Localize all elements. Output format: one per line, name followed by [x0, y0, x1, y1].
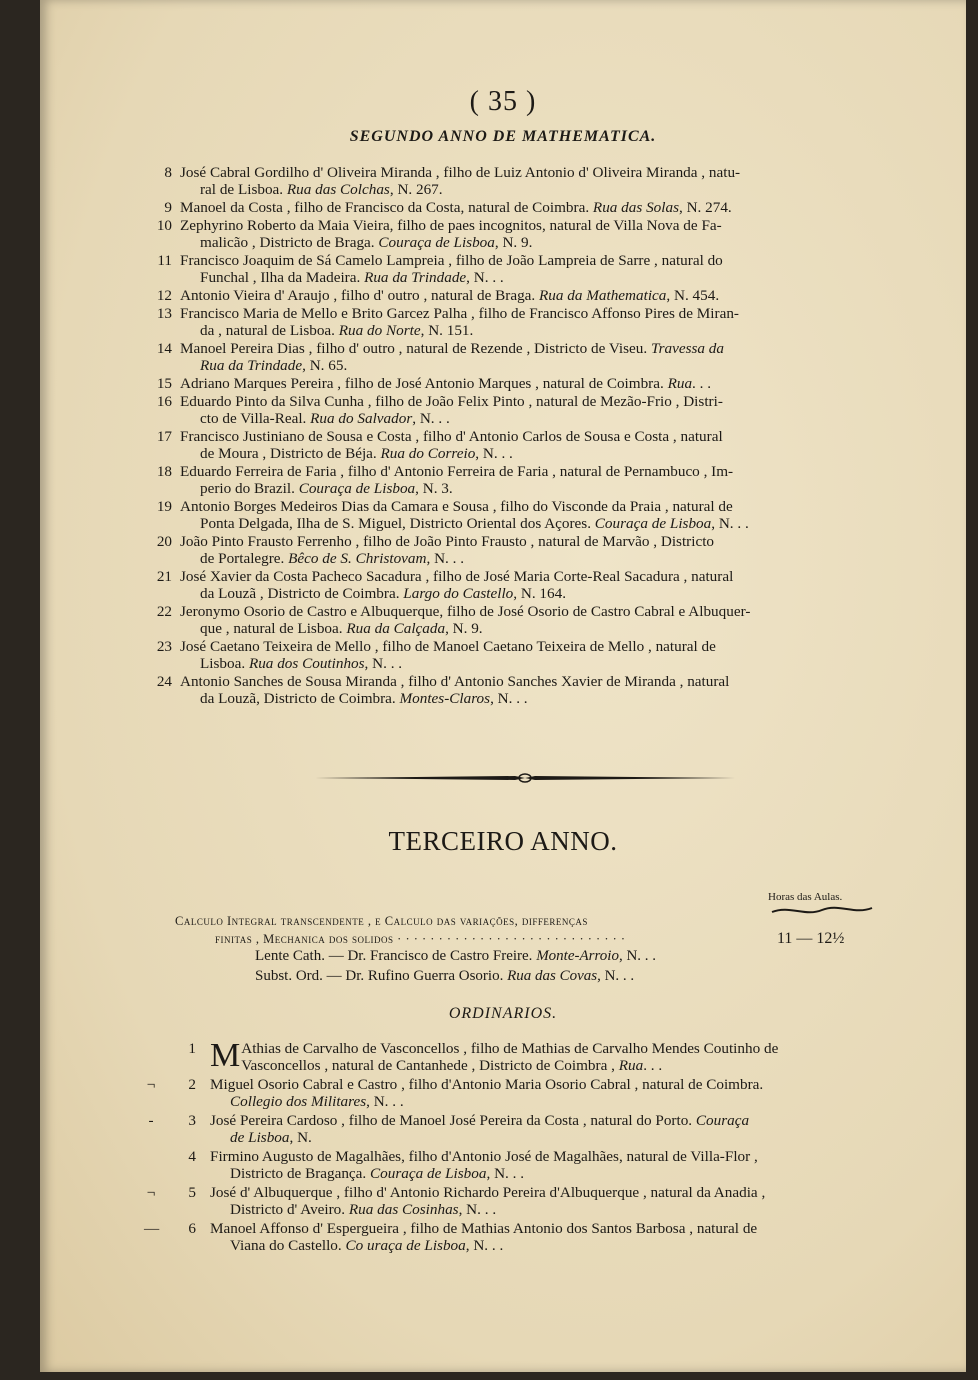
lente-line: Lente Cath. — Dr. Francisco de Castro Freire. Monte-Arroio, N. . . — [255, 948, 657, 964]
entry-line-1: Antonio Sanches de Sousa Miranda , filho d' Antonio Sanches Xavier de Miranda , natural — [180, 673, 730, 690]
entry-address: Bêco de S. Christovam — [288, 550, 427, 567]
list-item — [156, 673, 885, 707]
pencil-mark: ¬ — [146, 1184, 156, 1201]
entry-line-2: malicão , Districto de Braga. Couraça de Lisboa, N. 9. — [200, 234, 533, 251]
entry-address: Montes-Claros — [399, 690, 491, 707]
page-number: ( 35 ) — [469, 86, 537, 117]
entry-line-1: Eduardo Ferreira de Faria , filho d' Antonio Ferreira de Faria , natural de Pernambuco , Im- — [180, 463, 734, 480]
pencil-mark: - — [148, 1112, 154, 1129]
entry-line-1: Francisco Justiniano de Sousa e Costa , filho d' Antonio Carlos de Sousa e Costa , natural — [180, 428, 723, 445]
list-item — [156, 568, 885, 602]
entry-number: 12 — [156, 287, 172, 304]
list-item — [156, 375, 885, 392]
entry-address: Travessa da — [650, 340, 724, 357]
course-staff — [255, 946, 656, 986]
entry-line-2: perio do Brazil. Couraça de Lisboa, N. 3. — [200, 480, 453, 497]
entry-address: Rua das Solas — [592, 199, 679, 216]
entry-line-2: que , natural de Lisboa. Rua da Calçada, N. 9. — [200, 620, 483, 637]
entry-line-1: Manoel Affonso d' Espergueira , filho de Mathias Antonio dos Santos Barbosa , natural de — [210, 1220, 758, 1237]
entry-address: Couraça — [695, 1112, 750, 1129]
list-item — [156, 287, 885, 304]
entry-line-2: de Moura , Districto de Béja. Rua do Correio, N. . . — [200, 445, 513, 462]
entry-number: 9 — [164, 199, 172, 216]
entry-address: Couraça de Lisboa — [594, 515, 712, 532]
entry-line-2: Collegio dos Militares, N. . . — [230, 1093, 404, 1110]
list-item — [144, 1220, 910, 1254]
entry-line-1: José Caetano Teixeira de Mello , filho de Manoel Caetano Teixeira de Mello , natural de — [180, 638, 716, 655]
subst-line: Subst. Ord. — Dr. Rufino Guerra Osorio. Rua das Covas, N. . . — [255, 968, 635, 984]
entry-line-2: de Lisboa, N. — [230, 1129, 312, 1146]
entry-line-1: Firmino Augusto de Magalhães, filho d'Antonio José de Magalhães, natural de Villa-Flor , — [210, 1148, 758, 1165]
entry-line-1: Antonio Borges Medeiros Dias da Camara e Sousa , filho do Visconde da Praia , natural de — [180, 498, 733, 515]
entry-address: de Lisboa — [230, 1129, 290, 1146]
list-item — [156, 340, 885, 374]
entry-number: 19 — [156, 498, 172, 515]
entry-line-2: ral de Lisboa. Rua das Colchas, N. 267. — [200, 181, 443, 198]
entry-number: 3 — [188, 1112, 196, 1129]
ordinary-students-list — [144, 1037, 910, 1256]
entry-line-2: Rua da Trindade, N. 65. — [200, 357, 348, 374]
entry-line-2: Viana do Castello. Co uraça de Lisboa, N. . . — [230, 1237, 504, 1254]
hours-swash-ornament — [770, 903, 874, 917]
entry-address: Couraça de Lisboa — [370, 1165, 487, 1182]
ordinarios-heading: ORDINARIOS. — [448, 1005, 558, 1022]
entry-number: 11 — [157, 252, 172, 269]
list-item — [156, 428, 885, 462]
list-item — [188, 1148, 910, 1182]
entry-line-2: da , natural de Lisboa. Rua do Norte, N. 151. — [200, 322, 474, 339]
list-item — [156, 533, 885, 567]
section-title: SEGUNDO ANNO DE MATHEMATICA. — [349, 128, 657, 145]
course-line-1: Calculo Integral transcendente , e Calculo das variações, differenças — [175, 914, 588, 928]
entry-line-1: M Athias de Carvalho de Vasconcellos , filho de Mathias de Carvalho Mendes Coutinho de — [210, 1037, 779, 1074]
entry-line-1: José Pereira Cardoso , filho de Manoel José Pereira da Costa , natural do Porto. Couraça — [210, 1112, 750, 1129]
entry-number: 18 — [156, 463, 172, 480]
entry-address: Rua das Colchas — [286, 181, 390, 198]
entry-number: 13 — [156, 305, 172, 322]
course-line-2: finitas , Mechanica dos solidos — [215, 932, 394, 946]
entry-line-2: Vasconcellos , natural de Cantanhede , Districto de Coimbra , Rua. . . — [241, 1057, 663, 1074]
entry-address: Rua dos Coutinhos — [248, 655, 365, 672]
book-page — [40, 0, 966, 1372]
list-item — [146, 1076, 910, 1110]
entry-line-1: João Pinto Frausto Ferrenho , filho de João Pinto Frausto , natural de Marvão , Districto — [180, 533, 715, 550]
entry-line-1: Adriano Marques Pereira , filho de José Antonio Marques , natural de Coimbra. Rua. . . — [180, 375, 712, 392]
entry-number: 15 — [156, 375, 172, 392]
entry-line-1: José d' Albuquerque , filho d' Antonio Richardo Pereira d'Albuquerque , natural da Anadia , — [210, 1184, 766, 1201]
entry-address: Co uraça de Lisboa — [345, 1237, 466, 1254]
entry-address: Collegio dos Militares — [230, 1093, 367, 1110]
list-item — [156, 638, 885, 672]
pencil-mark: — — [144, 1220, 160, 1237]
entry-line-1: Francisco Joaquim de Sá Camelo Lampreia , filho de João Lampreia de Sarre , natural do — [180, 252, 723, 269]
entry-number: 23 — [156, 638, 172, 655]
course-leader-dots: · · · · · · · · · · · · · · · · · · · · · · · · · · · · — [397, 932, 626, 946]
entry-number: 6 — [188, 1220, 196, 1237]
entry-line-2: de Portalegre. Bêco de S. Christovam, N. . . — [200, 550, 465, 567]
entry-number: 1 — [188, 1040, 196, 1057]
entry-address: Rua do Salvador — [310, 410, 413, 427]
entry-line-2: da Louzã , Districto de Coimbra. Largo do Castello, N. 164. — [200, 585, 567, 602]
entry-number: 10 — [156, 217, 172, 234]
entry-line-1: Jeronymo Osorio de Castro e Albuquerque, filho de José Osorio de Castro Cabral e Albuquer- — [180, 603, 751, 620]
pencil-mark: ¬ — [146, 1076, 156, 1093]
list-item — [156, 305, 885, 339]
entry-address: Rua — [667, 375, 693, 392]
entry-number: 24 — [156, 673, 172, 690]
list-item — [156, 463, 885, 497]
entry-number: 4 — [188, 1148, 196, 1165]
entry-line-1: José Xavier da Costa Pacheco Sacadura , filho de José Maria Corte-Real Sacadura , natural — [180, 568, 734, 585]
hours-header: Horas das Aulas. — [768, 891, 843, 903]
entry-line-1: Zephyrino Roberto da Maia Vieira, filho de paes incognitos, natural de Villa Nova de Fa- — [180, 217, 722, 234]
entry-line-2: Districto d' Aveiro. Rua das Cosinhas, N. . . — [230, 1201, 497, 1218]
list-item — [156, 393, 885, 427]
entry-line-1: Eduardo Pinto da Silva Cunha , filho de João Felix Pinto , natural de Mezão-Frio , Distri- — [180, 393, 723, 410]
entry-number: 20 — [156, 533, 172, 550]
entry-address: Rua — [618, 1057, 644, 1074]
ornamental-divider — [315, 770, 735, 786]
subst-address: Rua das Covas — [507, 968, 598, 984]
entry-number: 22 — [156, 603, 172, 620]
third-year-title: TERCEIRO ANNO. — [388, 826, 618, 856]
entry-number: 8 — [164, 164, 172, 181]
entry-number: 5 — [188, 1184, 196, 1201]
entry-line-2: Districto de Bragança. Couraça de Lisboa, N. . . — [230, 1165, 525, 1182]
list-item — [156, 217, 885, 251]
entry-address: Couraça de Lisboa — [298, 480, 416, 497]
entry-address: Rua da Mathematica — [539, 287, 667, 304]
list-item — [188, 1037, 910, 1074]
list-item — [164, 164, 885, 198]
list-item — [164, 199, 885, 216]
drop-cap: M — [210, 1037, 241, 1074]
entry-number: 21 — [156, 568, 172, 585]
entry-number: 2 — [188, 1076, 196, 1093]
entry-line-2: cto de Villa-Real. Rua do Salvador, N. . . — [200, 410, 450, 427]
entry-address: Couraça de Lisboa — [378, 234, 495, 251]
list-item — [148, 1112, 910, 1146]
entry-line-1: José Cabral Gordilho d' Oliveira Miranda , filho de Luiz Antonio d' Oliveira Miranda , natu- — [180, 164, 741, 181]
entry-line-1: Miguel Osorio Cabral e Castro , filho d'Antonio Maria Osorio Cabral , natural de Coimbra. — [210, 1076, 764, 1093]
entry-address: Largo do Castello — [403, 585, 514, 602]
entry-line-1: Antonio Vieira d' Araujo , filho d' outro , natural de Braga. Rua da Mathematica, N. 454. — [180, 287, 720, 304]
entry-number: 14 — [156, 340, 172, 357]
entry-number: 17 — [156, 428, 172, 445]
lente-address: Monte-Arroio — [536, 948, 619, 964]
list-item — [156, 498, 885, 532]
entry-address: Rua da Calçada — [346, 620, 446, 637]
entry-address: Rua da Trindade — [200, 357, 303, 374]
entry-line-1: Manoel Pereira Dias , filho d' outro , natural de Rezende , Districto de Viseu. Travessa da — [180, 340, 724, 357]
entry-address: Rua do Correio — [380, 445, 476, 462]
entry-line-2: Lisboa. Rua dos Coutinhos, N. . . — [200, 655, 403, 672]
entry-number: 16 — [156, 393, 172, 410]
list-item — [157, 252, 885, 286]
entry-address: Rua das Cosinhas — [348, 1201, 459, 1218]
entry-line-1: Francisco Maria de Mello e Brito Garcez Palha , filho de Francisco Affonso Pires de Miran- — [180, 305, 739, 322]
course-description — [175, 912, 785, 948]
list-item — [146, 1184, 910, 1218]
entry-address: Rua da Trindade — [364, 269, 467, 286]
entry-line-1: Manoel da Costa , filho de Francisco da Costa, natural de Coimbra. Rua das Solas, N. 274. — [180, 199, 732, 216]
entry-line-2: Funchal , Ilha da Madeira. Rua da Trindade, N. . . — [200, 269, 504, 286]
entry-line-2: Ponta Delgada, Ilha de S. Miguel, Districto Oriental dos Açores. Couraça de Lisboa, N. . . — [200, 515, 749, 532]
entry-line-2: da Louzã, Districto de Coimbra. Montes-Claros, N. . . — [200, 690, 528, 707]
list-item — [156, 603, 885, 637]
course-hours: 11 — 12½ — [777, 930, 845, 947]
student-list-second-year — [156, 164, 885, 708]
entry-address: Rua do Norte — [338, 322, 421, 339]
